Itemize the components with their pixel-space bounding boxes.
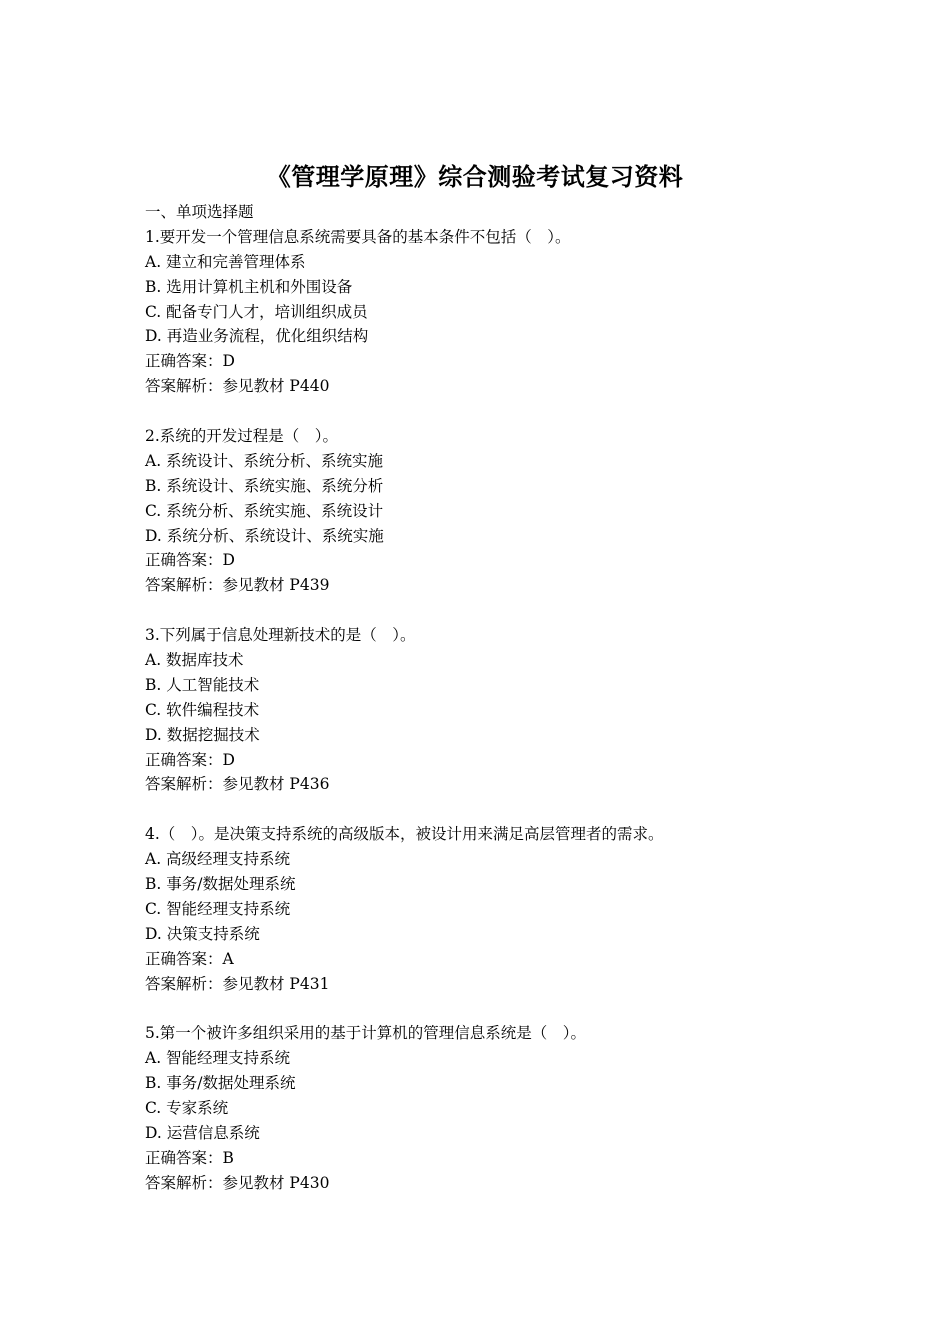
option-b: B. 系统设计、系统实施、系统分析 bbox=[145, 476, 384, 495]
question-stem: 2.系统的开发过程是（ ）。 bbox=[145, 427, 339, 446]
spacer bbox=[145, 399, 825, 424]
option-d: D. 运营信息系统 bbox=[145, 1123, 260, 1142]
option-c: C. 智能经理支持系统 bbox=[145, 899, 291, 918]
option-b: B. 事务/数据处理系统 bbox=[145, 875, 296, 894]
spacer bbox=[145, 598, 825, 623]
answer-analysis: 答案解析：参见教材 P440 bbox=[145, 377, 330, 396]
option-a: A. 高级经理支持系统 bbox=[145, 850, 291, 869]
answer-analysis: 答案解析：参见教材 P431 bbox=[145, 974, 330, 993]
option-d: D. 数据挖掘技术 bbox=[145, 725, 260, 744]
option-d: D. 系统分析、系统设计、系统实施 bbox=[145, 526, 384, 545]
question-block bbox=[145, 225, 825, 399]
question-block bbox=[145, 1021, 825, 1195]
document-title: 《管理学原理》综合测验考试复习资料 bbox=[266, 162, 684, 191]
question-stem: 5.第一个被许多组织采用的基于计算机的管理信息系统是（ ）。 bbox=[145, 1024, 587, 1043]
option-a: A. 系统设计、系统分析、系统实施 bbox=[145, 451, 384, 470]
question-stem: 3.下列属于信息处理新技术的是（ ）。 bbox=[145, 626, 416, 645]
option-c: C. 专家系统 bbox=[145, 1099, 229, 1118]
correct-answer: 正确答案：B bbox=[145, 1148, 234, 1167]
answer-analysis: 答案解析：参见教材 P439 bbox=[145, 576, 330, 595]
question-stem: 1.要开发一个管理信息系统需要具备的基本条件不包括（ ）。 bbox=[145, 227, 571, 246]
question-section bbox=[145, 200, 825, 1196]
question-block bbox=[145, 623, 825, 797]
question-block bbox=[145, 822, 825, 996]
option-d: D. 决策支持系统 bbox=[145, 924, 260, 943]
correct-answer: 正确答案：D bbox=[145, 352, 235, 371]
section-heading: 一、单项选择题 bbox=[145, 203, 254, 221]
option-a: A. 智能经理支持系统 bbox=[145, 1049, 291, 1068]
spacer bbox=[145, 997, 825, 1022]
spacer bbox=[145, 797, 825, 822]
option-b: B. 选用计算机主机和外围设备 bbox=[145, 277, 353, 296]
option-c: C. 系统分析、系统实施、系统设计 bbox=[145, 501, 384, 520]
option-b: B. 事务/数据处理系统 bbox=[145, 1074, 296, 1093]
correct-answer: 正确答案：A bbox=[145, 949, 234, 968]
correct-answer: 正确答案：D bbox=[145, 551, 235, 570]
answer-analysis: 答案解析：参见教材 P436 bbox=[145, 775, 330, 794]
option-d: D. 再造业务流程，优化组织结构 bbox=[145, 327, 369, 346]
question-stem: 4.（ ）。是决策支持系统的高级版本，被设计用来满足高层管理者的需求。 bbox=[145, 825, 664, 844]
option-c: C. 软件编程技术 bbox=[145, 700, 260, 719]
correct-answer: 正确答案：D bbox=[145, 750, 235, 769]
option-a: A. 建立和完善管理体系 bbox=[145, 252, 306, 271]
option-a: A. 数据库技术 bbox=[145, 651, 244, 670]
question-block bbox=[145, 424, 825, 598]
option-b: B. 人工智能技术 bbox=[145, 675, 260, 694]
option-c: C. 配备专门人才，培训组织成员 bbox=[145, 302, 368, 321]
answer-analysis: 答案解析：参见教材 P430 bbox=[145, 1173, 330, 1192]
